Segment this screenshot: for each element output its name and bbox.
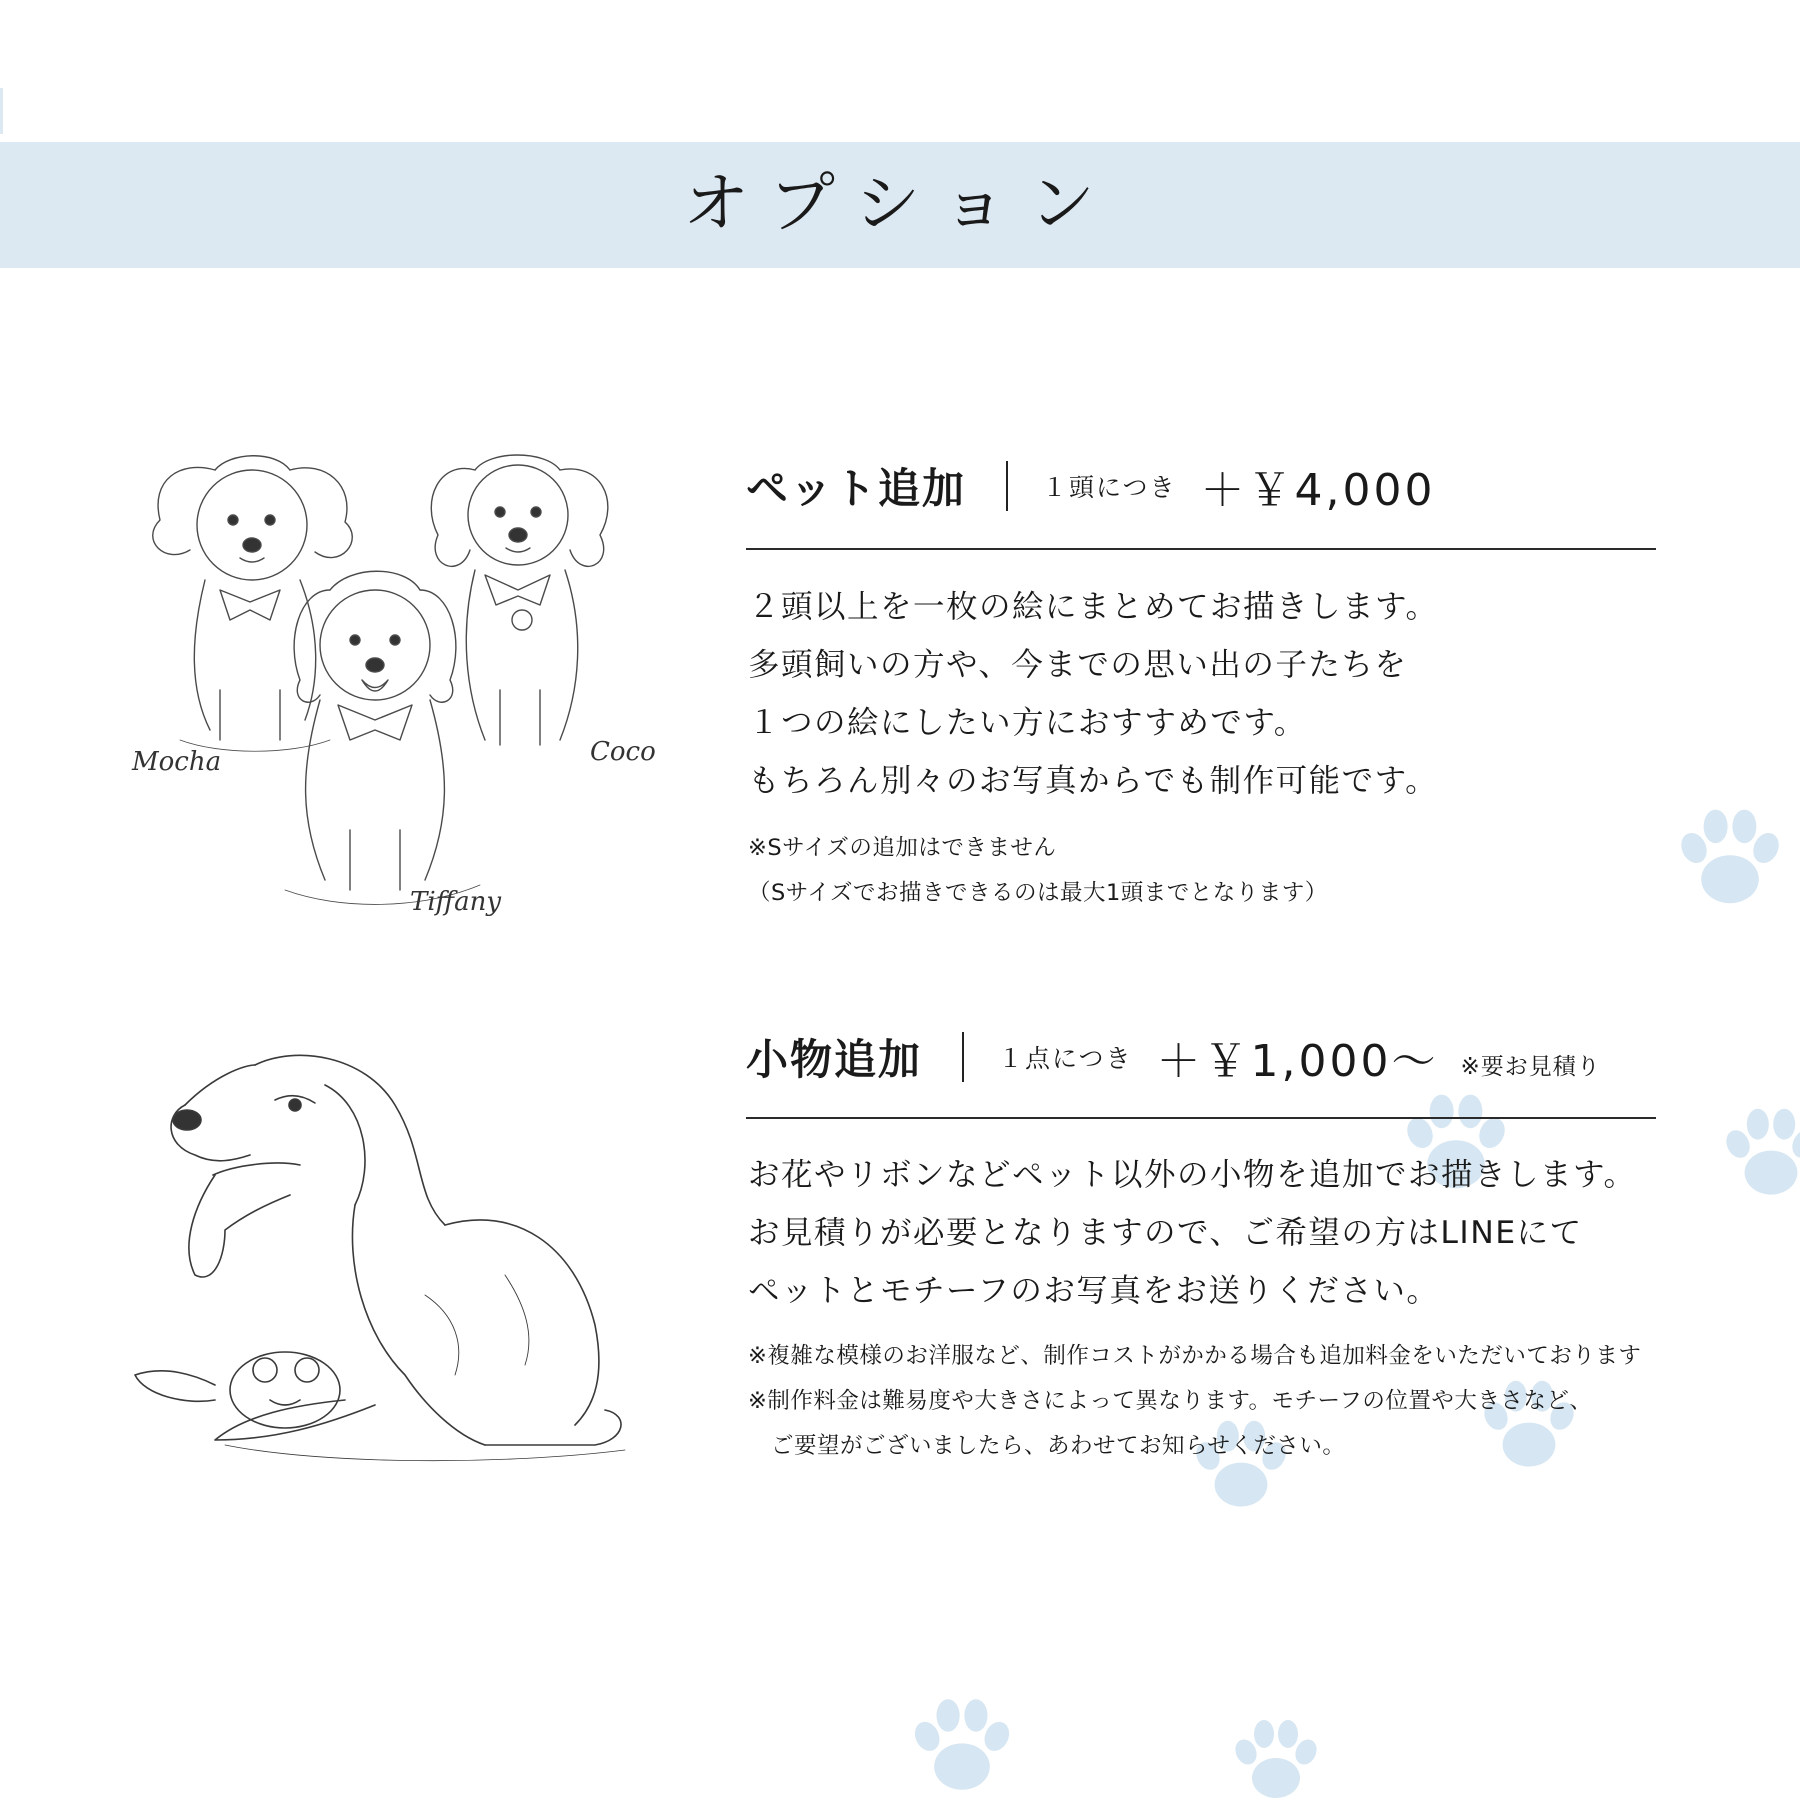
note-line: ※複雑な模様のお洋服など、制作コストがかかる場合も追加料金をいただいております [748, 1343, 1642, 1369]
note-line: （Sサイズでお描きできるのは最大1頭までとなります） [748, 880, 1328, 906]
option-unit: １点につき [998, 1044, 1133, 1073]
description-line: ペットとモチーフのお写真をお送りください。 [748, 1273, 1440, 1309]
option-notes [748, 826, 1748, 916]
description-line: もちろん別々のお写真からでも制作可能です。 [748, 763, 1439, 799]
option-header [746, 1027, 1601, 1087]
option-name: 小物追加 [746, 1035, 923, 1084]
option-unit: １頭につき [1042, 473, 1177, 502]
option-description [748, 1146, 1748, 1320]
option-header [746, 456, 1436, 516]
option-price: ＋￥4,000 [1200, 465, 1436, 516]
paw-print-icon [1226, 1712, 1326, 1812]
estimate-note: ※要お見積り [1460, 1053, 1601, 1080]
header-separator [962, 1032, 964, 1082]
note-line: ※Sサイズの追加はできません [748, 835, 1057, 861]
header-separator [1006, 461, 1008, 511]
dog-name-coco: Coco [590, 737, 656, 767]
edge-mark [0, 88, 3, 134]
big-dog-illustration [125, 1045, 685, 1485]
description-line: １つの絵にしたい方におすすめです。 [748, 705, 1307, 741]
description-line: お見積りが必要となりますので、ご希望の方はLINEにて [748, 1215, 1583, 1251]
divider [746, 548, 1656, 550]
note-line: ※制作料金は難易度や大きさによって異なります。モチーフの位置や大きさなど、 [748, 1388, 1593, 1414]
option-name: ペット追加 [746, 464, 967, 513]
note-line: ご要望がございましたら、あわせてお知らせください。 [748, 1433, 1346, 1459]
description-line: ２頭以上を一枚の絵にまとめてお描きします。 [748, 589, 1439, 625]
three-dogs-illustration [120, 440, 680, 930]
dog-name-tiffany: Tiffany [410, 887, 502, 917]
divider [746, 1117, 1656, 1119]
description-line: 多頭飼いの方や、今までの思い出の子たちを [748, 647, 1408, 683]
dog-name-mocha: Mocha [132, 747, 222, 777]
page-title: オプション [682, 165, 1118, 242]
option-description [748, 578, 1748, 810]
option-notes [748, 1334, 1748, 1469]
description-line: お花やリボンなどペット以外の小物を追加でお描きします。 [748, 1157, 1637, 1193]
option-price: ＋￥1,000～ [1156, 1036, 1439, 1087]
paw-print-icon [904, 1690, 1020, 1806]
